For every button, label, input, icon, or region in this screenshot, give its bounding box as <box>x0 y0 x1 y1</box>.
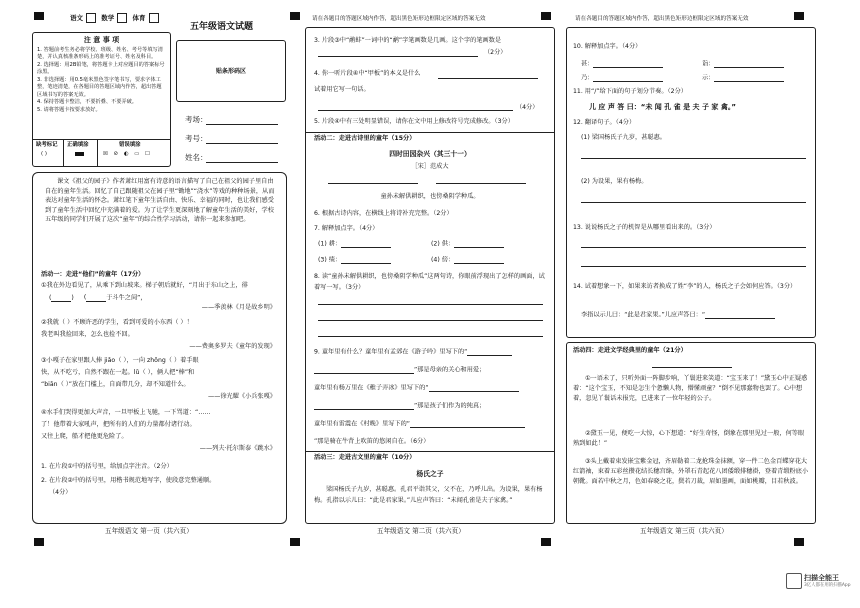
question-8: 8. 读“童孙未解供耕织，也傍桑阴学种瓜”这两句诗，你眼前浮现出了怎样的画面，试着写一写。（3分） <box>314 273 545 291</box>
wrong-fill-samples: ☒ ⊘ ◐ ▭ ☐ <box>103 151 152 157</box>
notice-items <box>33 45 170 117</box>
exam-room-input[interactable] <box>206 124 278 125</box>
q14-answer: 李指以示儿曰：“此是君家果。”儿应声答曰：“ <box>581 311 775 319</box>
field-exam-room: 考场： <box>185 115 208 124</box>
passage-4: ④水手们哭得更加大声音，一旦甲板上飞驰，一下骂道：“…… <box>41 409 211 416</box>
subject-checkbox[interactable] <box>149 13 159 23</box>
answer-line[interactable] <box>318 56 478 57</box>
activity1-heading: 活动一：走进“他们”的童年（17分） <box>41 271 145 278</box>
subject-row <box>70 13 162 23</box>
passage-1-source: ——季羡林《月是故乡明》 <box>201 304 276 311</box>
question-11: 11. 用“/”给下面的句子划分节奏。（2分） <box>573 88 687 95</box>
qr-icon <box>786 573 802 589</box>
poem-blank[interactable] <box>328 183 418 184</box>
poem-title: 四时田园杂兴（其三十一） <box>389 150 471 158</box>
question-4-line2: 试着用它写一句话。 <box>314 86 370 93</box>
q7-item: (1) 耕： <box>318 240 391 248</box>
absent-checkbox[interactable]: ( ) <box>41 151 47 157</box>
registration-mark <box>794 12 804 20</box>
registration-mark <box>34 12 44 20</box>
text-title: 杨氏之子 <box>416 470 444 478</box>
watermark-subtitle: 3亿人都在用的扫描App <box>804 583 851 588</box>
passage-1-blanks: ( ) ( 于斗牛之间”， <box>49 294 147 302</box>
answer-line[interactable] <box>318 320 543 321</box>
answer-line[interactable] <box>318 304 543 305</box>
question-9-line2: ”那是母亲的关心和用爱； <box>314 366 485 374</box>
q7-item: (3) 绩： <box>318 256 391 264</box>
notice-box <box>32 32 171 167</box>
barcode-label: 贴条形码区 <box>215 68 246 75</box>
passage-4-line2: 了！他带着大家吼声，把所有的人们的力量都付诸行动。 <box>41 421 196 428</box>
question-10: 10. 解释加点字。（4分） <box>573 43 642 50</box>
answer-line[interactable] <box>318 110 513 111</box>
q10-item: 甚： <box>581 60 663 68</box>
registration-mark <box>290 12 300 20</box>
notice-item: 4. 保持答题卡整洁，不要折叠、不要弄破。 <box>37 99 137 106</box>
activity3-heading: 活动三：走进古文里的童年（10分） <box>314 454 416 461</box>
q7-item: (2) 供： <box>431 240 504 248</box>
activity2-heading: 活动二：走进古诗里的童年（15分） <box>314 135 416 142</box>
question-9-line6: ”那是骑在牛背上吹笛的悠闲自在。（6分） <box>314 438 430 445</box>
question-13: 13. 说说杨氏之子的机智是从哪里看出来的。（3分） <box>573 224 716 231</box>
answer-line[interactable] <box>581 247 806 248</box>
field-name: 姓名： <box>185 153 208 162</box>
page1-footer: 五年级语文 第一页（共六页） <box>105 527 193 535</box>
q7-item: (4) 傍： <box>431 256 504 264</box>
question-3: 3. 片段③中“鹬蚌”一词中的“鹬”字笔画数是几画。这个字的笔画数是 <box>314 37 502 44</box>
answer-line[interactable] <box>581 266 806 267</box>
registration-mark <box>541 538 551 546</box>
passage-4-line3: 又往上爬，船才把他更危险了。 <box>41 433 128 440</box>
question-7: 7. 解释加点字。（4分） <box>314 225 379 232</box>
registration-mark <box>541 12 551 20</box>
reading-paragraph-1: ①一语未了，只听外面一阵脚步响，丫鬟进来笑道：“宝玉来了！”黛玉心中正疑惑着：“这个宝玉，不知是怎生个惫懒人物，懵懂顽童？”倒不见那蠢物也罢了。心中想着，忽见丫鬟话未报完，已进来了一位年轻的公子。 <box>573 375 808 403</box>
registration-mark <box>794 538 804 546</box>
activity4-heading: 活动四：走进文学经典里的童年（21分） <box>573 347 687 354</box>
classical-text: 梁国杨氏子九岁，甚聪惠。孔君平诣其父，父不在，乃呼儿出。为设果，果有杨梅。孔指以示儿曰：“此是君家果。”儿应声答曰：“未闻孔雀是夫子家禽。” <box>314 486 543 504</box>
answer-line[interactable] <box>581 202 806 203</box>
subject-label: 体育 <box>132 14 146 22</box>
q10-item: 诣： <box>702 60 784 68</box>
passage-2: ②我就（ ）不顾许恶的学生，看到可爱的小东西（ ）！ <box>41 319 193 326</box>
passage-4-source: ——列夫·托尔斯泰《跳水》 <box>199 445 276 452</box>
correct-fill-label: 正确填涂 <box>67 142 89 148</box>
wrong-fill-label: 错误填涂 <box>119 142 141 148</box>
page3-answer-box-a <box>566 27 816 338</box>
q10-item: 乃： <box>581 74 663 82</box>
barcode-area <box>176 40 286 102</box>
passage-2-source: ——费奥多罗夫《童年的发现》 <box>189 343 276 350</box>
page3-footer: 五年级语文 第三页（共六页） <box>640 527 728 535</box>
notice-item: 5. 请将答题卡按要求放好。 <box>37 107 101 113</box>
notice-item: 3. 非选择题：用0.5毫米黑色签字笔书写，要求字体工整，笔迹清楚，在各题目的答题区域内作答，超出答题区域书写的答案无效。 <box>37 76 162 98</box>
watermark-title: 扫描全能王 <box>804 574 839 582</box>
q10-item: 示： <box>702 74 784 82</box>
question-4: 4. 你一听片段④中“甲板”的本义是什么 <box>314 70 421 77</box>
field-exam-number: 考号： <box>185 134 208 143</box>
exam-number-input[interactable] <box>206 143 278 144</box>
reading-paragraph-2: ②黛玉一见，便吃一大惊，心下想道：“好生奇怪，倒象在那里见过一般，何等眼熟到如此！” <box>573 430 805 448</box>
q12-item: (1) 梁国杨氏子九岁，甚聪惠。 <box>581 134 666 141</box>
question-14: 14. 试着想象一下，如果来访者换成了姓“李”的人，杨氏之子会如何应答。（3分） <box>573 283 797 290</box>
answer-line[interactable] <box>318 336 543 337</box>
q11-sentence: 儿 应 声 答 曰：“未 闻 孔 雀 是 夫 子 家 禽。” <box>589 103 736 111</box>
question-9-line3: 童年里有杨万里在《稚子弄冰》里写下的“ <box>314 384 519 392</box>
subject-label: 数学 <box>101 14 115 22</box>
registration-mark <box>290 538 300 546</box>
registration-mark <box>34 538 44 546</box>
passage-3-line3: “biān（ ）”放在门槛上，自面带几分，却不知道什么。 <box>41 381 190 388</box>
title-blank[interactable] <box>652 367 732 368</box>
question-1: 1. 在片段①中的括号里，给加点字注音。（2分） <box>41 463 173 470</box>
question-6: 6. 根据古诗内容，在横线上将诗补充完整。（2分） <box>314 210 453 217</box>
intro-text: 课文《祖父的园子》作者萧红用富有诗意的语言描写了自己在祖父的园子里自由自在的童年生活。回忆了自己跟随祖父在园子里“锄地”“浇水”等戏的种种场景，从而表达对童年生活的怀念。萧红笔下童年生活自由、快乐、幸福的同时，也让我们感受到了童年生活中回忆中充满着的爱。为了让学生更深刻地了解童年生活的美好，学校五年级的同学们开展了这次“童年”的综合性学习活动，请你一起来参加吧。 <box>45 178 275 224</box>
question-12: 12. 翻译句子。（4分） <box>573 119 636 126</box>
passage-3: ③小嘎子在家里跟人捧 jiǎo（ ），一向 zhōng（ ）着手眼 <box>41 357 199 364</box>
q12-item: (2) 为设果，果有杨梅。 <box>581 178 648 185</box>
question-2: 2. 在片段②中的括号里，用楷书规范地写字，使段意完整通顺。 <box>41 477 216 484</box>
question-4-score: （4分） <box>516 104 539 111</box>
notice-title: 注 意 事 项 <box>83 36 120 44</box>
passage-3-source: ——徐光耀《小兵张嘎》 <box>207 393 276 400</box>
passage-2-line2: 我老叫我捡回来，怎么也捡不回。 <box>41 331 134 338</box>
page3-answer-box-b <box>566 342 816 524</box>
subject-label: 语文 <box>70 14 83 22</box>
reading-paragraph-3: ③头上戴着束发嵌宝紫金冠，齐眉勒着二龙抢珠金抹额，穿一件二色金百蝶穿花大红箭袖，束着五彩丝攒花结长穗宫绦，外罩石青起花八团倭缎排穗褂，登着青缎粉底小朝靴。面若中秋之月，色如春晓之花，鬓若刀裁，眉如墨画，面如桃瓣，目若秋波。 <box>573 458 809 486</box>
absent-label: 缺考标记 <box>36 142 58 148</box>
notice-item: 2. 选择题：用2B铅笔，将答题卡上对应题目的答案标号涂黑。 <box>37 61 165 76</box>
question-2-score: （4分） <box>49 489 72 496</box>
page2-warning: 请在各题目的答题区域内作答，超出黑色矩形边框限定区域的答案无效 <box>312 16 486 22</box>
subject-checkbox[interactable] <box>86 13 96 23</box>
passage-3-line2: 快，从不吃亏，自然不跟在一起。lǔ（ ），俩人把“棒”和 <box>41 369 195 376</box>
question-3-score: （2分） <box>484 49 507 56</box>
question-9-line5: 童年里有雷震在《村晚》里写下的“ <box>314 420 525 428</box>
notice-item: 1. 答题前考生务必将学校、班级、姓名、考号等填写清楚，并认真核准条形码上的准考证号、姓名及科目。 <box>37 46 163 61</box>
question-9: 9. 童年里有什么？童年里有孟郊在《游子吟》里写下的“ <box>314 348 512 356</box>
passage-1: ①我在外边看见了，从乘下到山坡来。梯子朝后就好，“月出于东山之上，徘 <box>41 282 248 289</box>
answer-line[interactable] <box>581 158 806 159</box>
page2-answer-box <box>305 27 555 524</box>
subject-checkbox[interactable] <box>117 13 127 23</box>
page3-warning: 请在各题目的答题区域内作答，超出黑色矩形边框限定区域的答案无效 <box>575 16 749 22</box>
poem-author: ［宋］范成大 <box>411 163 449 170</box>
poem-line: 童孙未解供耕织，也傍桑阴学种瓜。 <box>380 193 480 200</box>
answer-line[interactable] <box>438 78 538 79</box>
page2-footer: 五年级语文 第二页（共六页） <box>377 527 465 535</box>
question-9-line4: ”那是孩子们作为的纯真； <box>314 402 485 410</box>
name-input[interactable] <box>206 162 278 163</box>
correct-fill-sample <box>75 152 84 156</box>
exam-title: 五年级语文试题 <box>190 22 254 32</box>
page1-answer-box <box>32 172 287 524</box>
question-5: 5. 片段④中有三处明显错误，请你在文中用上修改符号完成修改。（3分） <box>314 118 514 125</box>
poem-blank[interactable] <box>436 183 526 184</box>
